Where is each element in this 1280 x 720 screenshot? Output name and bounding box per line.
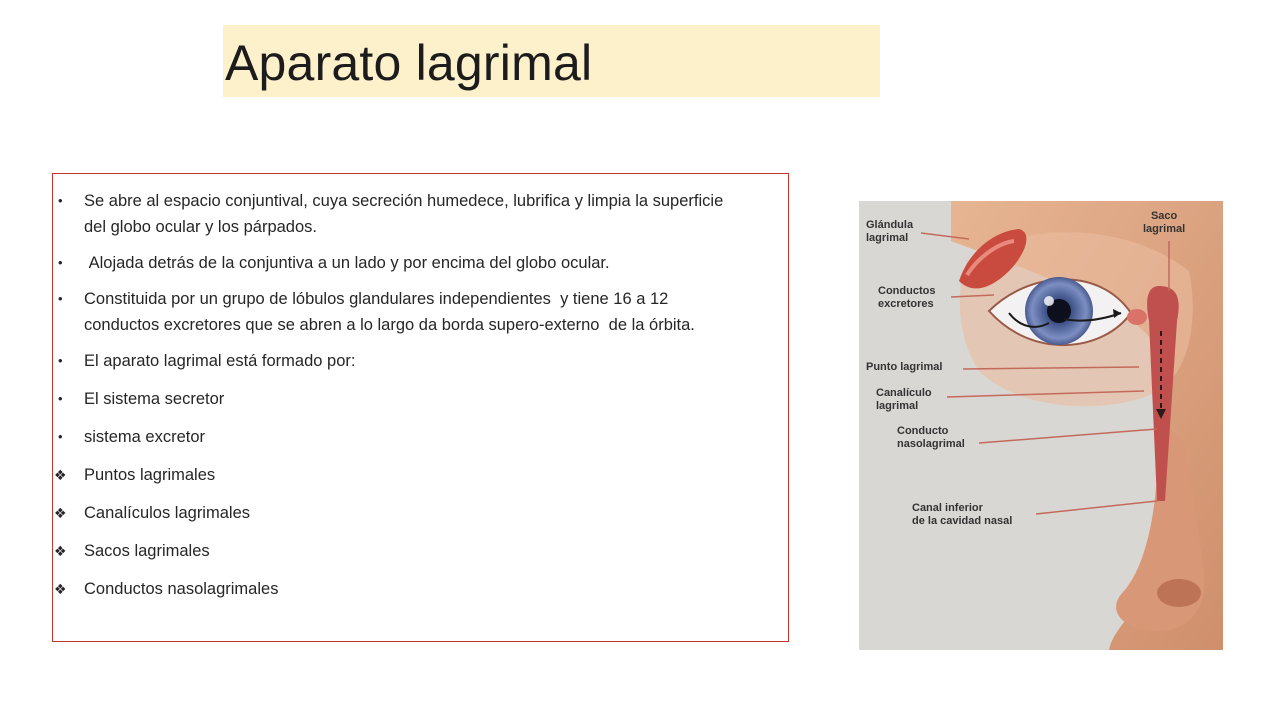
- label-line: Saco: [1150, 210, 1178, 222]
- bullet-dot-icon: •: [58, 193, 63, 208]
- bullet-text: Puntos lagrimales: [84, 466, 216, 484]
- label-line: Punto lagrimal: [866, 361, 943, 373]
- label-line: lagrimal: [1143, 223, 1186, 235]
- bullet-dot-icon: •: [58, 391, 63, 406]
- bullet-text: Conductos nasolagrimales: [84, 580, 279, 598]
- bullet-text: El sistema secretor: [84, 390, 225, 408]
- diamond-bullet-icon: ❖: [54, 467, 67, 483]
- label-line: nasolagrimal: [897, 438, 965, 450]
- bullet-item: [53, 462, 788, 488]
- bullet-text: sistema excretor: [84, 428, 206, 446]
- content-box: [52, 173, 789, 642]
- label-conducto-nasolagrimal: [897, 425, 965, 451]
- label-line: Conducto: [897, 425, 949, 437]
- bullet-text: El aparato lagrimal está formado por:: [84, 352, 356, 370]
- label-punto-lagrimal: [866, 361, 942, 374]
- diamond-bullet-icon: ❖: [54, 581, 67, 597]
- label-line: excretores: [878, 298, 934, 310]
- bullet-item: [53, 188, 788, 240]
- bullet-text: Alojada detrás de la conjuntiva a un lado y por encima del globo ocular.: [84, 254, 610, 272]
- bullet-item: [53, 576, 788, 602]
- label-saco-lagrimal: [1143, 210, 1185, 236]
- bullet-dot-icon: •: [58, 291, 63, 306]
- label-canal-inferior: [912, 502, 1012, 528]
- diamond-bullet-icon: ❖: [54, 543, 67, 559]
- label-line: Conductos: [878, 285, 936, 297]
- label-line: Canal inferior: [912, 502, 983, 514]
- bullet-dot-icon: •: [58, 353, 63, 368]
- bullet-dot-icon: •: [58, 255, 63, 270]
- bullet-item: [53, 538, 788, 564]
- slide-title: Aparato lagrimal: [225, 35, 593, 91]
- bullet-text: Sacos lagrimales: [84, 542, 210, 560]
- bullet-dot-icon: •: [58, 429, 63, 444]
- label-conductos-excretores: [878, 285, 935, 311]
- bullet-item: [53, 386, 788, 412]
- label-line: Glándula: [866, 219, 914, 231]
- diamond-bullet-icon: ❖: [54, 505, 67, 521]
- bullet-text: Se abre al espacio conjuntival, cuya secreción humedece, lubrifica y limpia la superficie del globo ocular y los párpados.: [84, 192, 724, 236]
- bullet-item: [53, 500, 788, 526]
- label-line: de la cavidad nasal: [912, 515, 1013, 527]
- bullet-item: [53, 348, 788, 374]
- bullet-item: [53, 250, 788, 276]
- label-line: Canalículo: [876, 387, 932, 399]
- label-canaliculo-lagrimal: [876, 387, 932, 413]
- label-glandula-lagrimal: [866, 219, 913, 245]
- bullet-list: [53, 188, 788, 614]
- bullet-text: Constituida por un grupo de lóbulos glandulares independientes y tiene 16 a 12 conductos excretores que se abren a lo largo da borda supero-externo de la órbita.: [84, 290, 695, 334]
- bullet-item: [53, 424, 788, 450]
- bullet-text: Canalículos lagrimales: [84, 504, 250, 522]
- label-line: lagrimal: [876, 400, 919, 412]
- bullet-item: [53, 286, 788, 338]
- title-banner: [223, 25, 880, 97]
- lacrimal-apparatus-illustration: [859, 201, 1223, 650]
- label-line: lagrimal: [866, 232, 909, 244]
